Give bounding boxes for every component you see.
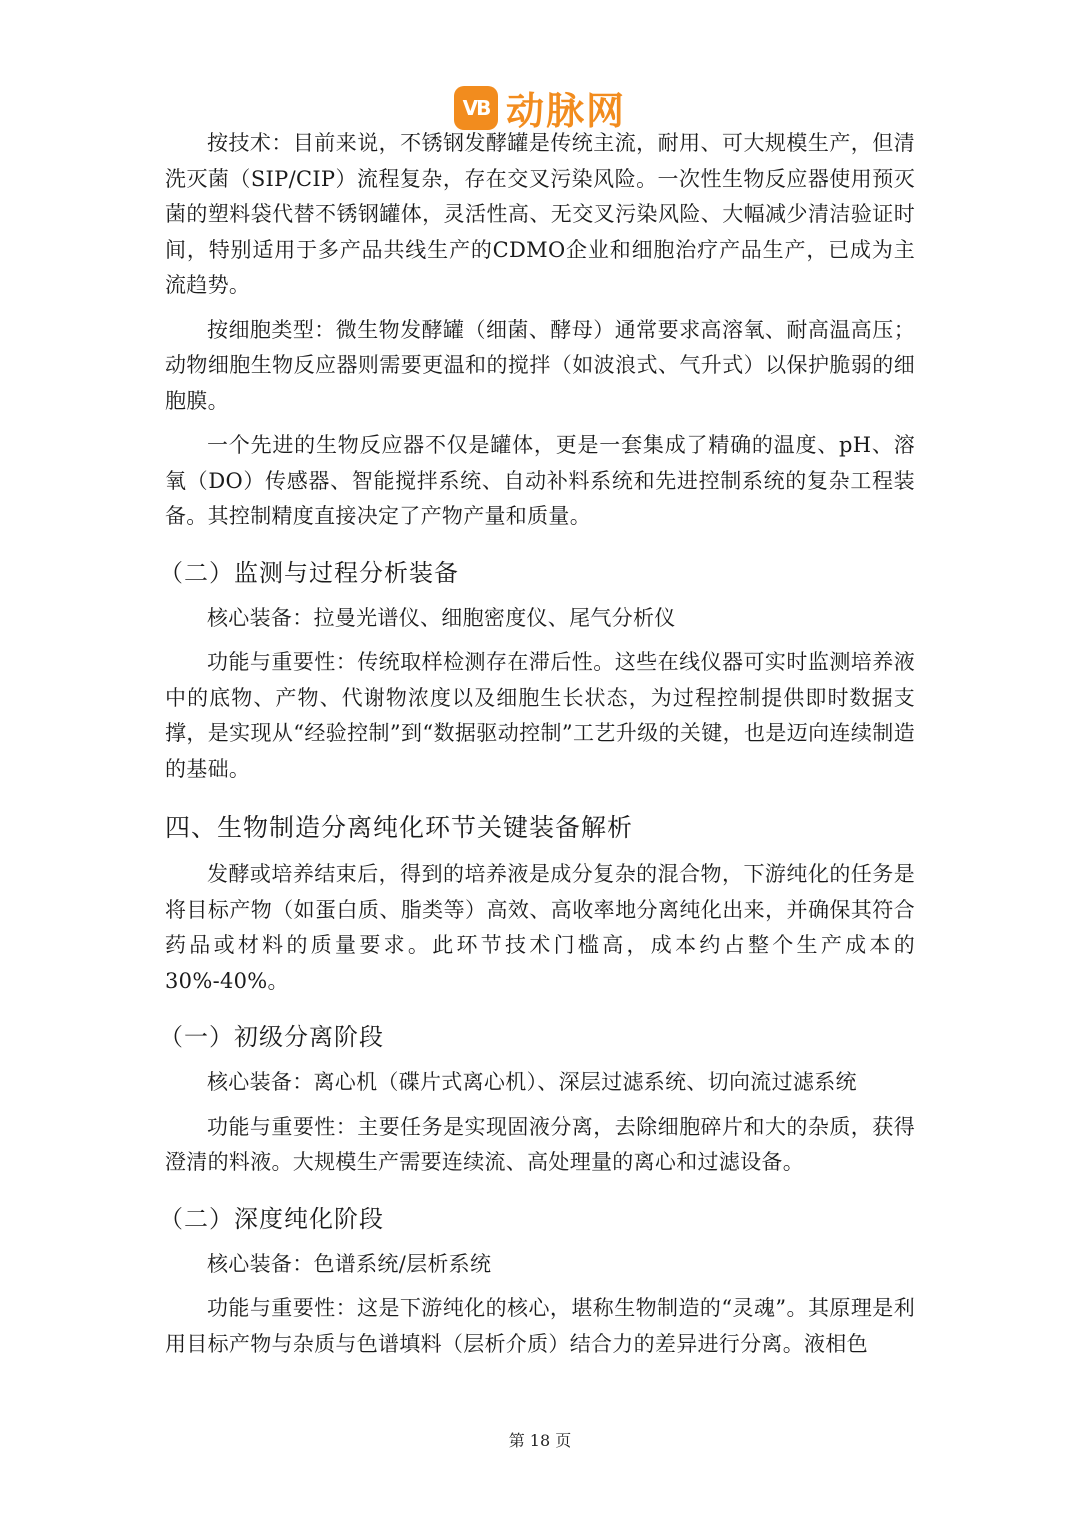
vb-logo-icon: VB	[454, 86, 498, 130]
paragraph-core-equipment-monitoring: 核心装备：拉曼光谱仪、细胞密度仪、尾气分析仪	[207, 605, 676, 630]
paragraph-by-cell-type: 按细胞类型：微生物发酵罐（细菌、酵母）通常要求高溶氧、耐高温高压；动物细胞生物反应器则需要更温和的搅拌（如波浪式、气升式）以保护脆弱的细胞膜。	[165, 317, 915, 413]
paragraph-advanced-bioreactor: 一个先进的生物反应器不仅是罐体，更是一套集成了精确的温度、pH、溶氧（DO）传感器、智能搅拌系统、自动补料系统和先进控制系统的复杂工程装备。其控制精度直接决定了产物产量和质量。	[165, 433, 915, 528]
paragraph-function-deep: 功能与重要性：这是下游纯化的核心，堪称生物制造的“灵魂”。其原理是利用目标产物与杂质与色谱填料（层析介质）结合力的差异进行分离。液相色	[165, 1296, 915, 1356]
paragraph-by-technology: 按技术：目前来说，不锈钢发酵罐是传统主流，耐用、可大规模生产，但清洗灭菌（SIP/CIP）流程复杂，存在交叉污染风险。一次性生物反应器使用预灭菌的塑料袋代替不锈钢罐体，灵活性高、无交叉污染风险、大幅减少清洁验证时间，特别适用于多产品共线生产的CDMO企业和细胞治疗产品生产，已成为主流趋势。	[165, 131, 915, 297]
paragraph-function-monitoring: 功能与重要性：传统取样检测存在滞后性。这些在线仪器可实时监测培养液中的底物、产物、代谢物浓度以及细胞生长状态，为过程控制提供即时数据支撑，是实现从“经验控制”到“数据驱动控制”工艺升级的关键，也是迈向连续制造的基础。	[165, 650, 915, 781]
heading-section-four: 四、生物制造分离纯化环节关键装备解析	[165, 813, 634, 842]
paragraph-core-equipment-primary: 核心装备：离心机（碟片式离心机）、深层过滤系统、切向流过滤系统	[207, 1070, 857, 1094]
heading-primary-separation: （一）初级分离阶段	[159, 1023, 384, 1051]
paragraph-downstream-intro: 发酵或培养结束后，得到的培养液是成分复杂的混合物，下游纯化的任务是将目标产物（如蛋白质、脂类等）高效、高收率地分离纯化出来，并确保其符合药品或材料的质量要求。此环节技术门槛高，成本约占整个生产成本的30%-40%。	[165, 862, 915, 993]
document-body	[159, 126, 915, 1371]
paragraph-core-equipment-deep: 核心装备：色谱系统/层析系统	[207, 1251, 492, 1276]
page-number: 第 18 页	[508, 1431, 572, 1450]
heading-monitoring-equipment: （二）监测与过程分析装备	[159, 558, 459, 587]
logo-text: 动脉网	[505, 89, 626, 133]
paragraph-function-primary: 功能与重要性：主要任务是实现固液分离，去除细胞碎片和大的杂质，获得澄清的料液。大规模生产需要连续流、高处理量的离心和过滤设备。	[165, 1114, 915, 1174]
heading-deep-purification: （二）深度纯化阶段	[159, 1204, 384, 1233]
